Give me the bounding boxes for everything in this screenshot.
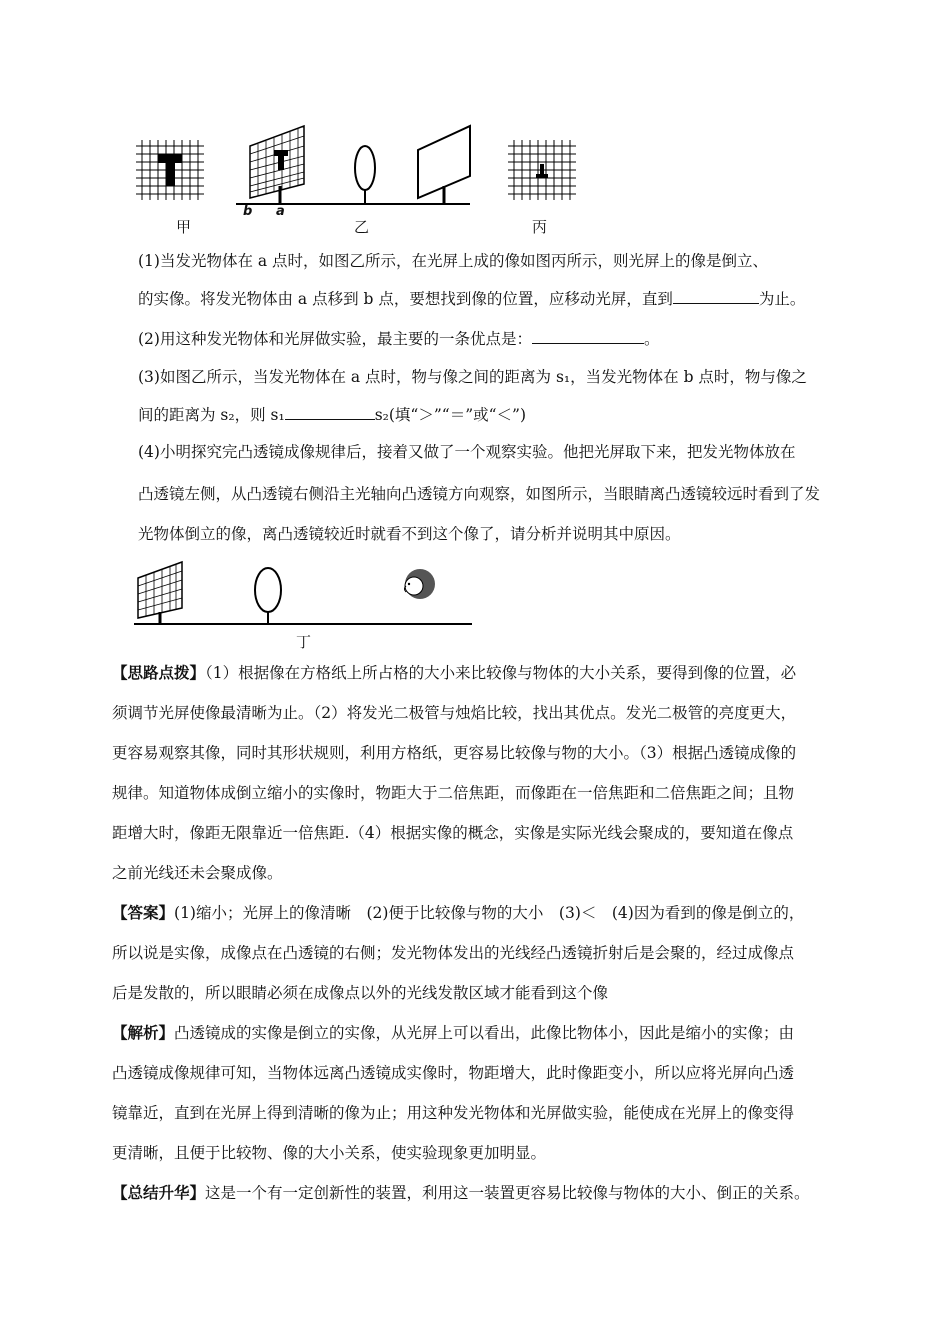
analysis-heading: 【解析】 bbox=[112, 1023, 175, 1042]
q3-answer-blank[interactable] bbox=[285, 405, 375, 420]
answer-line2: 所以说是实像，成像点在凸透镜的右侧；发光物体发出的光线经凸透镜折射后是会聚的，经过成像点 bbox=[112, 944, 795, 962]
observer-head-icon bbox=[405, 569, 436, 599]
hint-line4: 规律。知道物体成倒立缩小的实像时，物距大于二倍焦距，而像距在一倍焦距和二倍焦距之间；且物 bbox=[112, 784, 795, 802]
hint-line3: 更容易观察其像，同时其形状规则，利用方格纸，更容易比较像与物的大小。（3）根据凸透镜成像的 bbox=[112, 744, 797, 762]
q4-line3: 光物体倒立的像，离凸透镜较近时就看不到这个像了，请分析并说明其中原因。 bbox=[138, 525, 681, 543]
answer-heading: 【答案】 bbox=[112, 903, 175, 922]
figure-jia-grid bbox=[136, 140, 204, 200]
hint-line1 bbox=[112, 663, 890, 683]
q3-line2-post: s₂(填“＞”“＝”或“＜”) bbox=[374, 406, 527, 424]
q1-line2-post: 为止。 bbox=[758, 290, 806, 308]
q1-line2 bbox=[138, 289, 890, 309]
q2-line bbox=[138, 329, 890, 349]
figure-jia-label: 甲 bbox=[176, 218, 192, 236]
figure-ding-label: 丁 bbox=[296, 633, 312, 651]
hint-text-1: （1）根据像在方格纸上所占格的大小来比较像与物体的大小关系，要得到像的位置，必 bbox=[205, 664, 797, 682]
figure-yi-apparatus bbox=[232, 120, 472, 220]
q1-answer-blank[interactable] bbox=[673, 289, 759, 304]
analysis-text-1: 凸透镜成的实像是倒立的实像，从光屏上可以看出，此像比物体小，因此是缩小的实像；由 bbox=[174, 1024, 795, 1042]
hint-line6: 之前光线还未会聚成像。 bbox=[112, 864, 283, 882]
q3-line1: (3)如图乙所示，当发光物体在 a 点时，物与像之间的距离为 s₁，当发光物体在 b 点时，物与像之 bbox=[138, 368, 807, 386]
figure-bing-grid bbox=[508, 140, 576, 200]
figure-yi-label: 乙 bbox=[354, 218, 370, 236]
answer-line1 bbox=[112, 903, 890, 923]
q4-line2: 凸透镜左侧，从凸透镜右侧沿主光轴向凸透镜方向观察，如图所示，当眼睛离凸透镜较远时看到了发 bbox=[138, 485, 821, 503]
point-b-label: b bbox=[243, 204, 253, 219]
q3-line2 bbox=[138, 405, 890, 425]
inverted-t-top bbox=[536, 174, 548, 178]
analysis-line1 bbox=[112, 1023, 890, 1043]
q2-pre: (2)用这种发光物体和光屏做实验，最主要的一条优点是： bbox=[138, 330, 532, 348]
q2-post: 。 bbox=[643, 330, 660, 348]
analysis-line4: 更清晰，且便于比较物、像的大小关系，使实验现象更加明显。 bbox=[112, 1144, 547, 1162]
q3-line2-pre: 间的距离为 s₂，则 s₁ bbox=[138, 406, 285, 424]
point-a-label: a bbox=[276, 204, 285, 219]
answer-text-1: (1)缩小；光屏上的像清晰 (2)便于比较像与物的大小 (3)＜ (4)因为看到的像是倒立的， bbox=[174, 904, 805, 922]
summary-line1 bbox=[112, 1183, 890, 1203]
hint-line5: 距增大时，像距无限靠近一倍焦距.（4）根据实像的概念，实像是实际光线会聚成的，要知道在像点 bbox=[112, 824, 794, 842]
convex-lens-ding bbox=[255, 568, 281, 612]
analysis-line2: 凸透镜成像规律可知，当物体远离凸透镜成实像时，物距增大，此时像距变小，所以应将光屏向凸透 bbox=[112, 1064, 795, 1082]
summary-text-1: 这是一个有一定创新性的装置，利用这一装置更容易比较像与物体的大小、倒正的关系。 bbox=[205, 1184, 810, 1202]
q1-line2-pre: 的实像。将发光物体由 a 点移到 b 点，要想找到像的位置，应移动光屏，直到 bbox=[138, 290, 673, 308]
figure-bing-label: 丙 bbox=[532, 218, 548, 236]
q4-line1: (4)小明探究完凸透镜成像规律后，接着又做了一个观察实验。他把光屏取下来，把发光物体放在 bbox=[138, 443, 796, 461]
analysis-line3: 镜靠近，直到在光屏上得到清晰的像为止；用这种发光物体和光屏做实验，能使成在光屏上的像变得 bbox=[112, 1104, 795, 1122]
summary-heading: 【总结升华】 bbox=[112, 1183, 206, 1202]
figure-ding-apparatus bbox=[130, 556, 474, 630]
convex-lens bbox=[355, 146, 375, 190]
letter-t-stem bbox=[166, 154, 175, 186]
answer-line3: 后是发散的，所以眼睛必须在成像点以外的光线发散区域才能看到这个像 bbox=[112, 984, 609, 1002]
hint-line2: 须调节光屏使像最清晰为止。（2）将发光二极管与烛焰比较，找出其优点。发光二极管的亮度更大， bbox=[112, 704, 797, 722]
q2-answer-blank[interactable] bbox=[532, 329, 644, 344]
hint-heading: 【思路点拨】 bbox=[112, 663, 206, 682]
q1-line1: (1)当发光物体在 a 点时，如图乙所示，在光屏上成的像如图丙所示，则光屏上的像是倒立、 bbox=[138, 252, 769, 270]
